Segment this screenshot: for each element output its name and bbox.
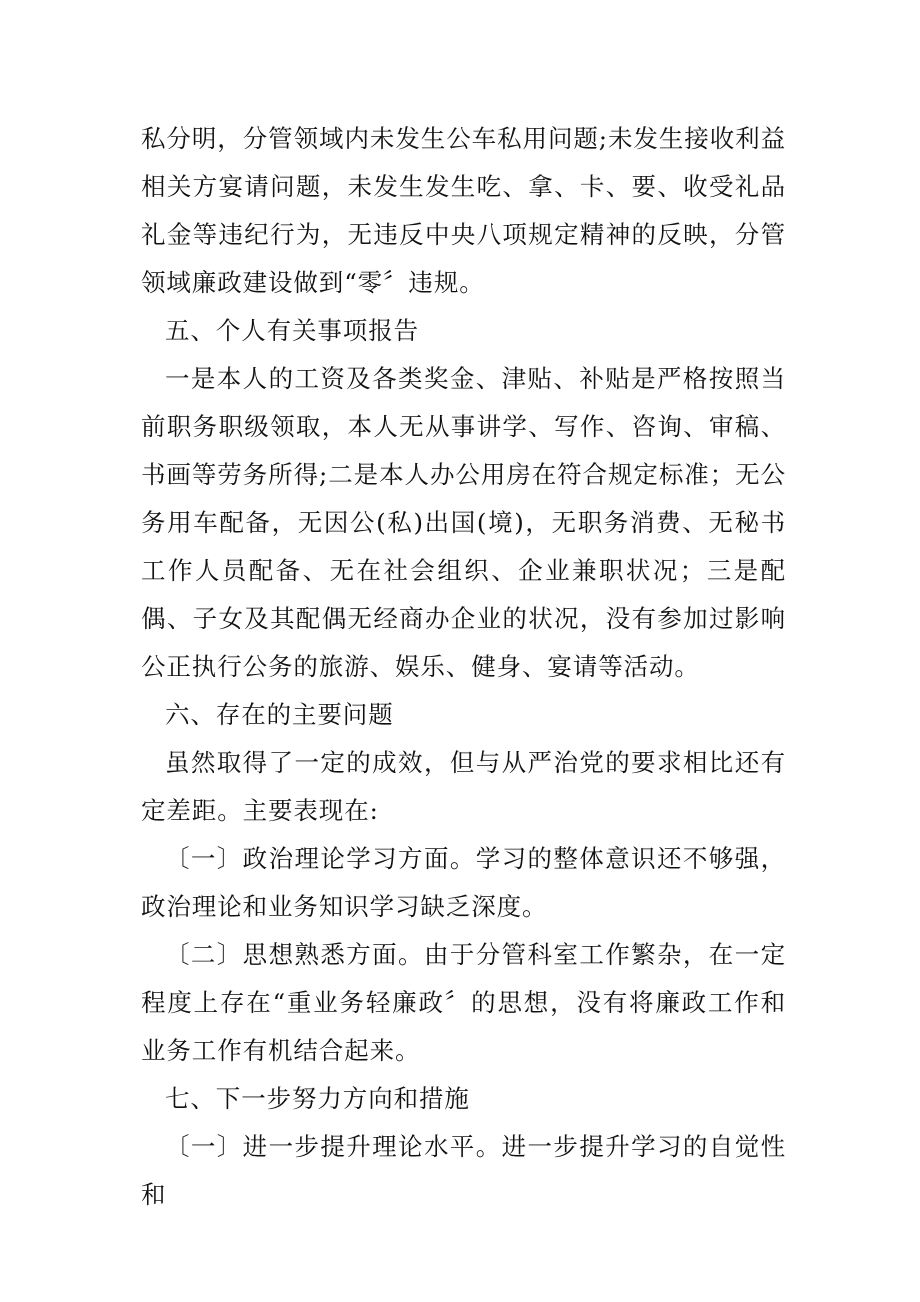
paragraph-problem-one: 〔一〕政治理论学习方面。学习的整体意识还不够强，政治理论和业务知识学习缺乏深度。 [141, 844, 786, 921]
section-heading-five: 五、个人有关事项报告 [165, 316, 419, 345]
paragraph-personal-matters: 一是本人的工资及各类奖金、津贴、补贴是严格按照当前职务职级领取，本人无从事讲学、写作、咨询、审稿、书画等劳务所得;二是本人办公用房在符合规定标准；无公务用车配备，无因公(私)出国(境)，无职务消费、无秘书工作人员配备、无在社会组织、企业兼职状况；三是配偶、子女及其配偶无经商办企业的状况，没有参加过影响公正执行公务的旅游、娱乐、健身、宴请等活动。 [141, 364, 786, 681]
paragraph-problem-two: 〔二〕思想熟悉方面。由于分管科室工作繁杂，在一定程度上存在“重业务轻廉政〞的思想，没有将廉政工作和业务工作有机结合起来。 [141, 940, 786, 1065]
section-heading-six: 六、存在的主要问题 [165, 700, 394, 729]
document-body [141, 115, 786, 1219]
section-heading-seven: 七、下一步努力方向和措施 [165, 1084, 470, 1113]
paragraph-problems-intro: 虽然取得了一定的成效，但与从严治党的要求相比还有定差距。主要表现在: [141, 748, 786, 825]
paragraph-continuation: 私分明，分管领域内未发生公车私用问题;未发生接收利益相关方宴请问题，未发生发生吃、拿、卡、要、收受礼品礼金等违纪行为，无违反中央八项规定精神的反映，分管领域廉政建设做到“零〞违规。 [141, 124, 786, 297]
paragraph-measure-one: 〔一〕进一步提升理论水平。进一步提升学习的自觉性和 [141, 1132, 786, 1209]
